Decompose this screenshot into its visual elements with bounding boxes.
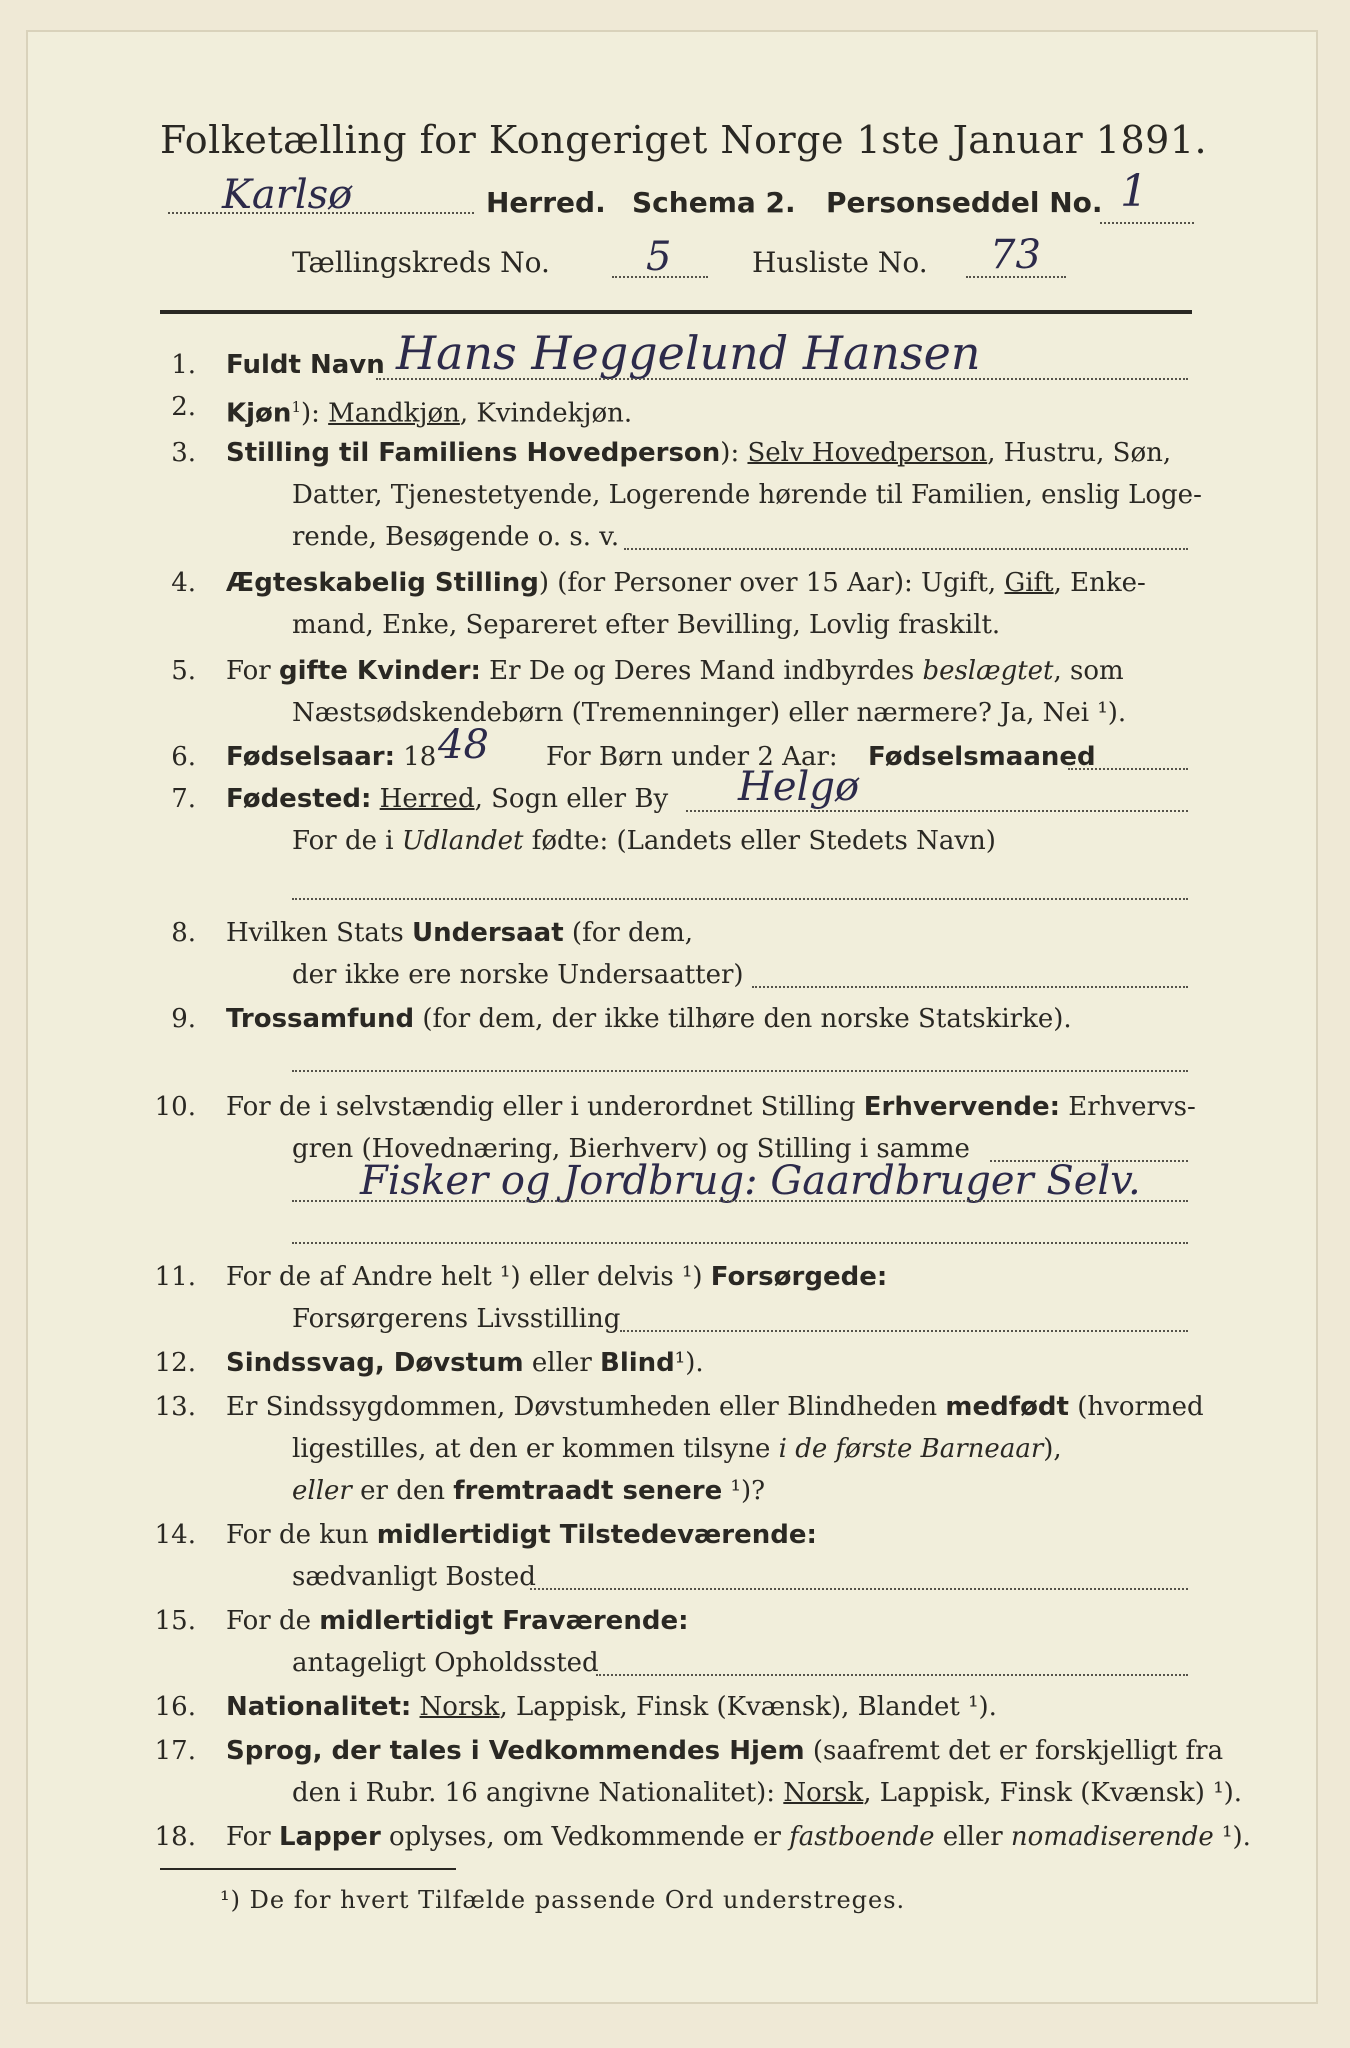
temporary-present-prefix: For de kun xyxy=(226,1520,377,1550)
full-name-dots xyxy=(376,378,1188,380)
foreign-born-line xyxy=(292,826,996,856)
language-line2-prefix: den i Rubr. 16 angivne Nationalitet): xyxy=(292,1778,784,1808)
disability-line xyxy=(226,1348,704,1378)
row-number: 3. xyxy=(171,438,196,468)
schema-label: Schema 2. xyxy=(632,186,796,219)
citizenship-line2: der ikke ere norske Undersaatter) xyxy=(292,960,744,990)
occupation-dots-2 xyxy=(292,1200,1188,1202)
row-number: 11. xyxy=(154,1262,196,1292)
temporary-absent-line xyxy=(226,1606,688,1636)
birth-year-prefix: 18 xyxy=(395,742,437,772)
birth-month-label: Fødselsmaaned xyxy=(868,742,1096,772)
marital-line xyxy=(226,568,1146,598)
row-number: 1. xyxy=(171,350,196,380)
marital-label: Ægteskabelig Stilling xyxy=(226,568,539,598)
religion-line xyxy=(226,1004,1072,1034)
religion-dots xyxy=(292,1070,1188,1072)
congenital-line3-end: ¹)? xyxy=(722,1476,766,1506)
row-number: 2. xyxy=(171,392,196,422)
supported-prefix: For de af Andre helt ¹) eller delvis ¹) xyxy=(226,1262,711,1292)
lapp-end: ¹). xyxy=(1213,1822,1251,1852)
language-selected: Norsk xyxy=(783,1778,864,1808)
family-position-label: Stilling til Familiens Hovedperson xyxy=(226,438,721,468)
nationality-label: Nationalitet: xyxy=(226,1692,412,1722)
birth-year-line xyxy=(226,742,436,772)
disability-label: Sindssvag, Døvstum xyxy=(226,1348,524,1378)
birth-year-value: 48 xyxy=(438,722,489,768)
temporary-present-line2: sædvanligt Bosted xyxy=(292,1562,536,1592)
birth-year-label: Fødselsaar: xyxy=(226,742,395,772)
gender-male: Mandkjøn xyxy=(328,398,460,429)
nationality-selected: Norsk xyxy=(419,1692,500,1722)
row-number: 15. xyxy=(154,1606,196,1636)
family-position-dots xyxy=(624,548,1188,550)
occupation-suffix: Erhvervs- xyxy=(1060,1092,1196,1122)
footnote-rule xyxy=(160,1868,456,1870)
birthplace-line xyxy=(226,784,668,814)
herred-dots xyxy=(168,212,474,214)
occupation-line xyxy=(226,1092,1196,1122)
congenital-label: medfødt xyxy=(945,1392,1069,1422)
citizenship-prefix: Hvilken Stats xyxy=(226,918,412,948)
occupation-line2: gren (Hovednæring, Bierhverv) og Stilling i samme xyxy=(292,1134,970,1164)
kreds-value: 5 xyxy=(646,234,672,280)
citizenship-suffix: (for dem, xyxy=(563,918,693,948)
nationality-line xyxy=(226,1692,997,1722)
birthplace-options: , Sogn eller By xyxy=(474,784,669,814)
temporary-present-label: midlertidigt Tilstedeværende: xyxy=(376,1520,817,1550)
kreds-label: Tællingskreds No. xyxy=(292,246,550,279)
temporary-present-dots xyxy=(530,1588,1188,1590)
personseddel-label: Personseddel No. xyxy=(826,186,1103,219)
married-women-related: beslægtet xyxy=(922,656,1054,686)
marital-options: , Enke- xyxy=(1053,568,1146,598)
temporary-absent-dots xyxy=(596,1674,1188,1676)
footnote-mark: 1 xyxy=(291,398,301,416)
herred-value: Karlsø xyxy=(222,172,353,218)
lapp-question: oplyses, om Vedkommende er xyxy=(380,1822,790,1852)
disability-end: ¹). xyxy=(674,1348,704,1378)
occupation-label: Erhvervende: xyxy=(863,1092,1061,1122)
family-position-line xyxy=(226,438,1171,468)
row-number: 17. xyxy=(154,1736,196,1766)
foreign-born-dots xyxy=(292,898,1188,900)
congenital-line2-prefix: ligestilles, at den er kommen tilsyne xyxy=(292,1434,779,1464)
temporary-present-line xyxy=(226,1520,817,1550)
nationality-options: , Lappisk, Finsk (Kvænsk), Blandet ¹). xyxy=(499,1692,997,1722)
husliste-label: Husliste No. xyxy=(752,246,928,279)
row-number: 13. xyxy=(154,1392,196,1422)
row-number: 4. xyxy=(171,568,196,598)
personseddel-value: 1 xyxy=(1120,166,1148,217)
row-number: 12. xyxy=(154,1348,196,1378)
marital-text: ) (for Personer over 15 Aar): Ugift, xyxy=(538,568,1005,598)
congenital-childhood: i de første Barneaar xyxy=(778,1434,1044,1464)
gender-label: Kjøn xyxy=(226,398,292,429)
under-two-label: For Børn under 2 Aar: xyxy=(546,742,838,772)
citizenship-label: Undersaat xyxy=(411,918,564,948)
marital-line2: mand, Enke, Separeret efter Bevilling, Lovlig fraskilt. xyxy=(292,610,1001,640)
lapp-or: eller xyxy=(934,1822,1011,1852)
foreign-born-abroad: Udlandet xyxy=(401,826,524,856)
congenital-line3-mid: er den xyxy=(351,1476,454,1506)
married-women-prefix: For xyxy=(226,656,279,686)
row-number: 5. xyxy=(171,656,196,686)
row-number: 14. xyxy=(154,1520,196,1550)
row-number: 6. xyxy=(171,742,196,772)
occupation-value: Fisker og Jordbrug: Gaardbruger Selv. xyxy=(360,1158,1141,1204)
supported-line xyxy=(226,1262,887,1292)
language-suffix: (saafremt det er forskjelligt fra xyxy=(804,1736,1224,1766)
gender-female: , Kvindekjøn. xyxy=(459,398,633,429)
husliste-value: 73 xyxy=(990,232,1041,278)
foreign-born-prefix: For de i xyxy=(292,826,402,856)
supported-line2: Forsørgerens Livsstilling xyxy=(292,1304,621,1334)
language-options: , Lappisk, Finsk (Kvænsk) ¹). xyxy=(863,1778,1243,1808)
married-women-line2: Næstsødskendebørn (Tremenninger) eller nærmere? Ja, Nei ¹). xyxy=(292,698,1127,728)
citizenship-line xyxy=(226,918,693,948)
religion-label: Trossamfund xyxy=(226,1004,415,1034)
language-line2 xyxy=(292,1778,1242,1808)
congenital-prefix: Er Sindssygdommen, Døvstumheden eller Blindheden xyxy=(226,1392,946,1422)
language-line xyxy=(226,1736,1223,1766)
temporary-absent-label: midlertidigt Fraværende: xyxy=(319,1606,689,1636)
lapp-line xyxy=(226,1822,1251,1852)
row-number: 18. xyxy=(154,1822,196,1852)
marital-selected: Gift xyxy=(1004,568,1054,598)
family-position-colon: ): xyxy=(720,438,748,468)
married-women-end: , som xyxy=(1053,656,1124,686)
gender-colon: ): xyxy=(300,398,329,429)
disability-or: eller xyxy=(523,1348,601,1378)
lapp-settled: fastboende xyxy=(789,1822,935,1852)
kreds-dots xyxy=(612,276,708,278)
birthplace-label: Fødested: xyxy=(226,784,372,814)
temporary-absent-prefix: For de xyxy=(226,1606,320,1636)
row-number: 10. xyxy=(154,1092,196,1122)
family-position-options: , Hustru, Søn, xyxy=(987,438,1172,468)
supported-dots xyxy=(620,1330,1188,1332)
congenital-line3 xyxy=(292,1476,765,1506)
row-number: 9. xyxy=(171,1004,196,1034)
congenital-or: eller xyxy=(292,1476,352,1506)
full-name-value: Hans Heggelund Hansen xyxy=(396,326,981,380)
gender-line xyxy=(226,392,632,429)
lapp-prefix: For xyxy=(226,1822,279,1852)
family-position-line3: rende, Besøgende o. s. v. xyxy=(292,522,620,552)
supported-label: Forsørgede: xyxy=(710,1262,888,1292)
married-women-question: Er De og Deres Mand indbyrdes xyxy=(480,656,923,686)
congenital-line xyxy=(226,1392,1204,1422)
congenital-suffix: (hvormed xyxy=(1068,1392,1204,1422)
birthplace-dots xyxy=(686,810,1188,812)
lapp-nomadic: nomadiserende xyxy=(1010,1822,1214,1852)
congenital-line2 xyxy=(292,1434,1062,1464)
birth-month-dots xyxy=(1068,768,1188,770)
citizenship-dots xyxy=(752,986,1188,988)
temporary-absent-line2: antageligt Opholdssted xyxy=(292,1648,599,1678)
occupation-dots-3 xyxy=(292,1242,1188,1244)
birthplace-herred: Herred xyxy=(379,784,475,814)
married-women-label: gifte Kvinder: xyxy=(278,656,481,686)
married-women-line xyxy=(226,656,1124,686)
header-rule xyxy=(160,310,1192,314)
congenital-line2-end: ), xyxy=(1043,1434,1062,1464)
occupation-prefix: For de i selvstændig eller i underordnet Stilling xyxy=(226,1092,864,1122)
foreign-born-suffix: fødte: (Landets eller Stedets Navn) xyxy=(523,826,996,856)
row-number: 16. xyxy=(154,1692,196,1722)
husliste-dots xyxy=(966,276,1066,278)
herred-label: Herred. xyxy=(486,186,606,219)
congenital-later: fremtraadt senere xyxy=(453,1476,723,1506)
full-name-label: Fuldt Navn xyxy=(226,350,385,380)
row-number: 8. xyxy=(171,918,196,948)
birthplace-value: Helgø xyxy=(738,764,860,810)
language-label: Sprog, der tales i Vedkommendes Hjem xyxy=(226,1736,805,1766)
footnote: ¹) De for hvert Tilfælde passende Ord understreges. xyxy=(220,1886,906,1914)
lapp-label: Lapper xyxy=(278,1822,381,1852)
row-number: 7. xyxy=(171,784,196,814)
religion-text: (for dem, der ikke tilhøre den norske Statskirke). xyxy=(414,1004,1072,1034)
disability-blind: Blind xyxy=(600,1348,675,1378)
family-position-line2: Datter, Tjenestetyende, Logerende hørende til Familien, enslig Loge- xyxy=(292,480,1202,510)
form-title: Folketælling for Kongeriget Norge 1ste Januar 1891. xyxy=(160,118,1208,162)
family-position-selected: Selv Hovedperson xyxy=(747,438,988,468)
personseddel-dots xyxy=(1100,222,1194,224)
